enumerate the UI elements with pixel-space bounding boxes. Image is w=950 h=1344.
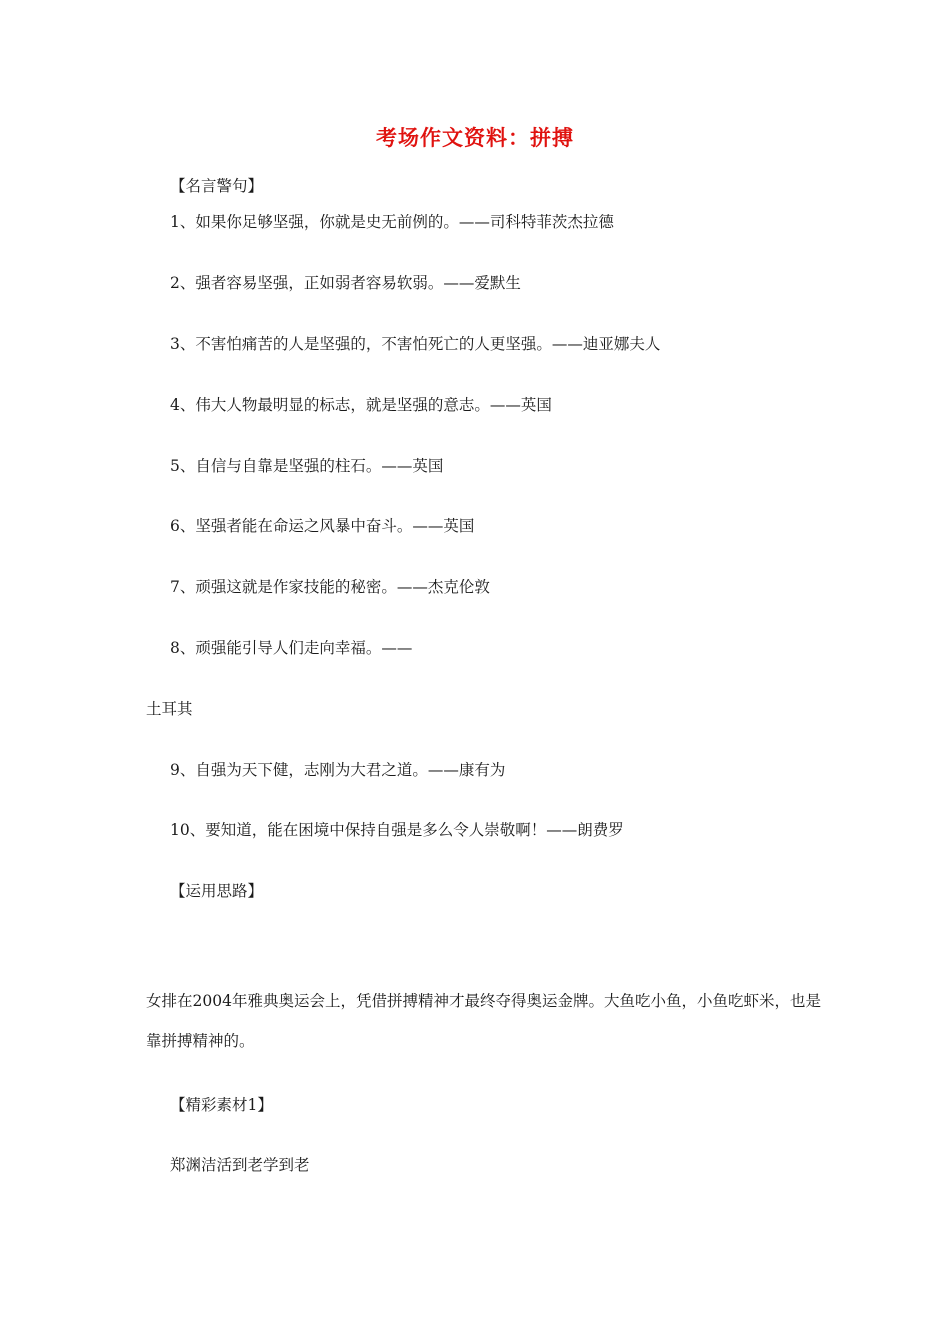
quote-item: 7、顽强这就是作家技能的秘密。——杰克伦敦 — [170, 578, 490, 596]
quote-item: 6、坚强者能在命运之风暴中奋斗。——英国 — [170, 517, 475, 535]
quote-item: 8、顽强能引导人们走向幸福。—— — [170, 639, 413, 657]
document-title: 考场作文资料：拼搏 — [376, 125, 574, 150]
quote-item: 10、要知道，能在困境中保持自强是多么令人崇敬啊！——朗费罗 — [170, 821, 624, 839]
usage-heading: 【运用思路】 — [170, 882, 264, 900]
quote-attribution-continuation: 土耳其 — [146, 700, 193, 718]
quote-item: 3、不害怕痛苦的人是坚强的，不害怕死亡的人更坚强。——迪亚娜夫人 — [170, 335, 661, 353]
quote-item: 9、自强为天下健，志刚为大君之道。——康有为 — [170, 761, 506, 779]
usage-paragraph: 女排在2004年雅典奥运会上，凭借拼搏精神才最终夺得奥运金牌。大鱼吃小鱼，小鱼吃虾米，也是靠拼搏精神的。 — [146, 992, 821, 1050]
quotes-heading: 【名言警句】 — [170, 177, 264, 195]
material-title: 郑渊洁活到老学到老 — [170, 1156, 310, 1174]
material-heading: 【精彩素材1】 — [170, 1096, 273, 1114]
quote-item: 2、强者容易坚强，正如弱者容易软弱。——爱默生 — [170, 274, 521, 292]
quote-item: 4、伟大人物最明显的标志，就是坚强的意志。——英国 — [170, 396, 552, 414]
quote-item: 1、如果你足够坚强，你就是史无前例的。——司科特菲茨杰拉德 — [170, 213, 614, 231]
quote-item: 5、自信与自靠是坚强的柱石。——英国 — [170, 457, 444, 475]
